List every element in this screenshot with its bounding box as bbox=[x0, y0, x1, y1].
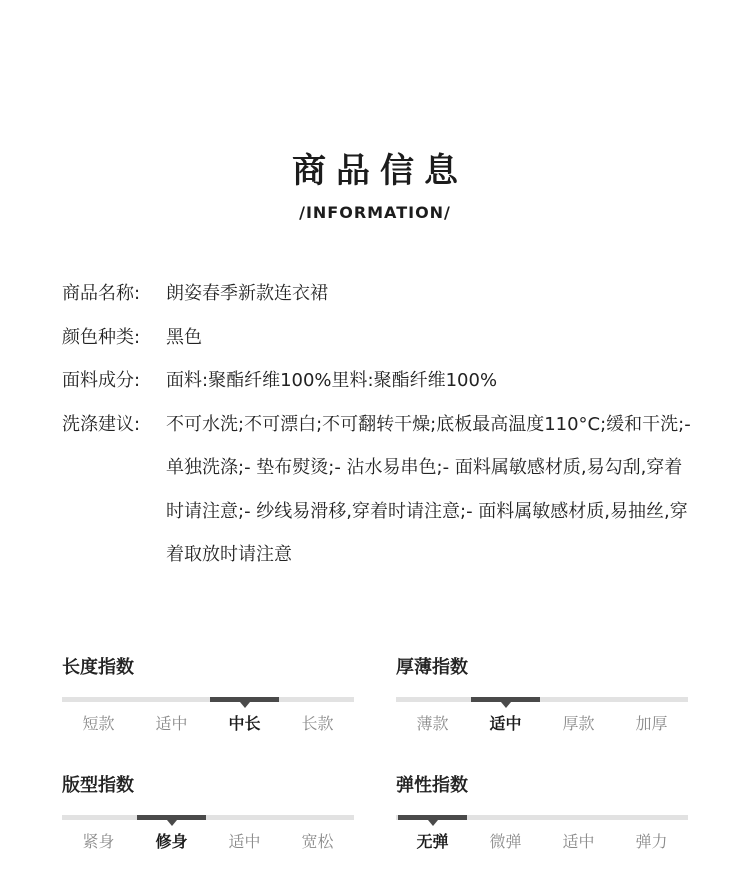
section-header bbox=[0, 146, 750, 224]
gauge-option: 适中 bbox=[228, 832, 261, 851]
info-row-washing bbox=[62, 403, 692, 577]
gauge-option: 无弹 bbox=[416, 832, 449, 851]
info-row-color bbox=[62, 316, 692, 360]
gauge-title: 厚薄指数 bbox=[396, 657, 468, 678]
gauge-option: 加厚 bbox=[635, 714, 668, 733]
gauge-option: 宽松 bbox=[301, 832, 334, 851]
info-label: 颜色种类: bbox=[62, 326, 141, 348]
gauge-track bbox=[62, 697, 354, 702]
gauge-track bbox=[62, 815, 354, 820]
gauge-title: 版型指数 bbox=[62, 775, 134, 796]
info-label: 面料成分: bbox=[62, 370, 141, 391]
gauge-option: 修身 bbox=[155, 832, 188, 851]
gauge-option: 长款 bbox=[301, 714, 334, 733]
gauge-elasticity bbox=[396, 770, 688, 854]
gauge-option: 适中 bbox=[155, 714, 188, 733]
info-row-product-name bbox=[62, 272, 692, 316]
gauge-option: 短款 bbox=[82, 714, 115, 733]
gauge-options bbox=[62, 712, 354, 736]
gauge-thickness bbox=[396, 652, 688, 736]
gauge-option: 适中 bbox=[489, 714, 522, 733]
section-title: 商品信息 bbox=[292, 151, 468, 191]
info-value: 面料:聚酯纤维100%里料:聚酯纤维100% bbox=[166, 370, 498, 391]
section-subtitle: /INFORMATION/ bbox=[299, 203, 451, 222]
gauge-option: 紧身 bbox=[82, 832, 115, 851]
info-label: 商品名称: bbox=[62, 283, 141, 304]
gauge-option: 微弹 bbox=[489, 832, 522, 851]
gauge-title: 弹性指数 bbox=[396, 775, 468, 796]
info-value: 不可水洗;不可漂白;不可翻转干燥;底板最高温度110°C;缓和干洗;- 单独洗涤;- 垫布熨烫;- 沾水易串色;- 面料属敏感材质,易勾刮,穿着时请注意;- 纱线易滑移,穿着时请注意;- 面料属敏感材质,易抽丝,穿着取放时请注意 bbox=[166, 413, 691, 565]
gauge-length bbox=[62, 652, 354, 736]
gauge-marker bbox=[210, 697, 279, 702]
info-label: 洗涤建议: bbox=[62, 413, 141, 435]
gauge-title: 长度指数 bbox=[62, 657, 134, 678]
gauge-option: 薄款 bbox=[416, 714, 449, 733]
info-value: 朗姿春季新款连衣裙 bbox=[166, 283, 328, 304]
gauge-marker bbox=[398, 815, 467, 820]
gauge-fit bbox=[62, 770, 354, 854]
gauge-marker bbox=[471, 697, 540, 702]
info-row-fabric bbox=[62, 359, 692, 403]
gauge-options bbox=[396, 712, 688, 736]
info-value: 黑色 bbox=[166, 326, 202, 348]
gauge-track bbox=[396, 697, 688, 702]
gauge-option: 厚款 bbox=[562, 714, 595, 733]
gauge-track bbox=[396, 815, 688, 820]
gauge-options bbox=[396, 830, 688, 854]
gauge-options bbox=[62, 830, 354, 854]
gauge-option: 适中 bbox=[562, 832, 595, 851]
gauge-option: 弹力 bbox=[635, 832, 668, 851]
gauge-option: 中长 bbox=[228, 714, 261, 733]
gauge-marker bbox=[137, 815, 206, 820]
product-info-list bbox=[62, 272, 692, 577]
